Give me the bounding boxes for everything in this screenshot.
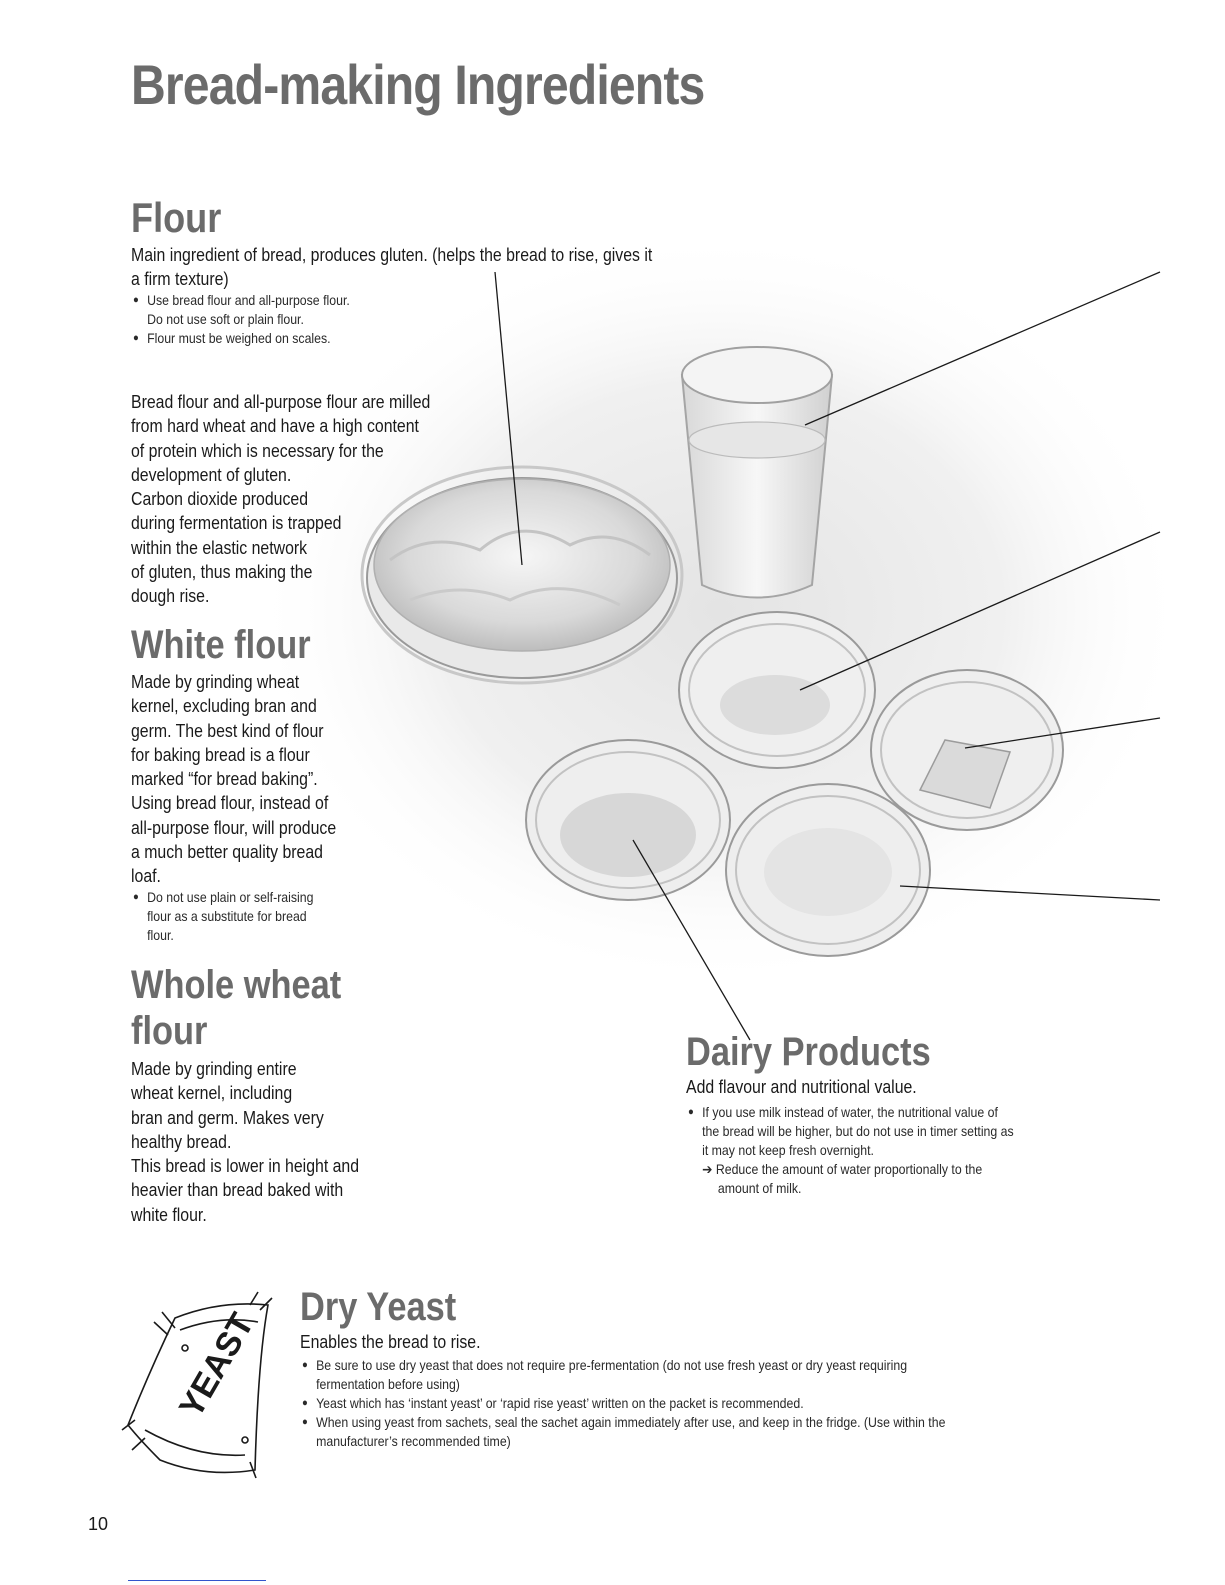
dry-yeast-bullet-line: manufacturer’s recommended time) bbox=[316, 1433, 511, 1449]
dry-yeast-bullet bbox=[302, 1413, 1076, 1451]
dry-yeast-bullet bbox=[302, 1356, 1076, 1394]
dry-yeast-bullet bbox=[302, 1394, 1076, 1413]
dairy-bullet-line: it may not keep fresh overnight. bbox=[702, 1142, 874, 1158]
flour-paragraph-line: of gluten, thus making the bbox=[131, 562, 313, 583]
yeast-packet-label: YEAST bbox=[172, 1306, 262, 1424]
whole-wheat-line: Made by grinding entire bbox=[131, 1059, 297, 1079]
flour-paragraph-line: during fermentation is trapped bbox=[131, 513, 342, 534]
dairy-heading: Dairy Products bbox=[686, 1030, 931, 1074]
white-flour-line: Made by grinding wheat bbox=[131, 672, 300, 692]
white-flour-line: germ. The best kind of flour bbox=[131, 720, 324, 741]
page-number: 10 bbox=[88, 1514, 109, 1534]
whole-wheat-heading-line: Whole wheat bbox=[131, 963, 342, 1007]
white-flour-bullet-line: ● Do not use plain or self-raising bbox=[147, 889, 314, 905]
white-flour-bullet bbox=[133, 888, 362, 945]
white-flour-bullets bbox=[133, 888, 362, 945]
white-flour-line: kernel, excluding bran and bbox=[131, 696, 317, 717]
white-flour-bullet-line: flour. bbox=[147, 927, 174, 943]
page-title: Bread-making Ingredients bbox=[131, 53, 705, 116]
flour-bullet: ● Use bread flour and all-purpose flour. Do not use soft or plain flour. bbox=[133, 291, 467, 329]
dry-yeast-bullet-line: ● Be sure to use dry yeast that does not require pre-fermentation (do not use fresh yeast or dry yeast requiring bbox=[316, 1357, 908, 1373]
white-flour-line: loaf. bbox=[131, 866, 161, 887]
flour-paragraph-line: within the elastic network bbox=[131, 537, 308, 558]
white-flour-heading: White flour bbox=[131, 623, 311, 667]
flour-lead: Main ingredient of bread, produces gluten. (helps the bread to rise, gives it a firm texture) bbox=[131, 245, 653, 289]
dairy-lead: Add flavour and nutritional value. bbox=[686, 1077, 917, 1097]
dry-yeast-heading: Dry Yeast bbox=[300, 1285, 457, 1329]
dry-yeast-lead: Enables the bread to rise. bbox=[300, 1332, 481, 1352]
white-flour-bullet-line: flour as a substitute for bread bbox=[147, 908, 307, 924]
dairy-bullets bbox=[688, 1103, 1084, 1198]
white-flour-text bbox=[131, 670, 395, 889]
dairy-bullet bbox=[688, 1103, 1084, 1198]
flour-paragraph bbox=[131, 390, 501, 609]
flour-paragraph-line: dough rise. bbox=[131, 586, 210, 607]
dairy-arrow-line: ➔ Reduce the amount of water proportionally to the bbox=[702, 1161, 983, 1177]
flour-paragraph-line: of protein which is necessary for the bbox=[131, 440, 384, 461]
whole-wheat-line: white flour. bbox=[131, 1204, 207, 1225]
sugar-bowl bbox=[679, 612, 875, 768]
footer-rule bbox=[128, 1580, 266, 1581]
whole-wheat-line: This bread is lower in height and bbox=[131, 1156, 360, 1177]
dairy-bullet-line: ● If you use milk instead of water, the nutritional value of bbox=[702, 1104, 998, 1120]
flour-paragraph-line: development of gluten. bbox=[131, 464, 292, 485]
dry-yeast-bullet-line: fermentation before using) bbox=[316, 1376, 460, 1392]
flour-bullet: ● Flour must be weighed on scales. bbox=[133, 329, 467, 348]
white-flour-line: Using bread flour, instead of bbox=[131, 793, 329, 814]
whole-wheat-line: healthy bread. bbox=[131, 1131, 232, 1152]
whole-wheat-text bbox=[131, 1057, 413, 1227]
white-flour-line: all-purpose flour, will produce bbox=[131, 817, 337, 838]
dry-yeast-bullets bbox=[302, 1356, 1076, 1451]
dry-yeast-bullet-line: ● Yeast which has ‘instant yeast’ or ‘rapid rise yeast’ written on the packet is recommended. bbox=[316, 1395, 804, 1411]
flour-paragraph-line: from hard wheat and have a high content bbox=[131, 416, 419, 437]
butter-bowl bbox=[871, 670, 1063, 830]
dairy-bullet-line: the bread will be higher, but do not use in timer setting as bbox=[702, 1123, 1014, 1139]
white-flour-line: a much better quality bread bbox=[131, 842, 323, 863]
white-flour-line: for baking bread is a flour bbox=[131, 744, 310, 765]
yeast-packet-icon bbox=[122, 1292, 272, 1478]
whole-wheat-heading bbox=[131, 962, 341, 1054]
whole-wheat-line: heavier than bread baked with bbox=[131, 1180, 344, 1201]
flour-bullets bbox=[133, 291, 467, 348]
water-glass bbox=[682, 347, 832, 598]
white-flour-line: marked “for bread baking”. bbox=[131, 769, 318, 790]
salt-bowl bbox=[726, 784, 930, 956]
flour-heading: Flour bbox=[131, 194, 222, 241]
dry-milk-bowl bbox=[526, 740, 730, 900]
whole-wheat-line: wheat kernel, including bbox=[131, 1083, 293, 1104]
flour-paragraph-line: Carbon dioxide produced bbox=[131, 489, 309, 510]
dry-yeast-bullet-line: ● When using yeast from sachets, seal the sachet again immediately after use, and keep in the fridge. (Use within the bbox=[316, 1414, 946, 1430]
flour-paragraph-line: Bread flour and all-purpose flour are milled bbox=[131, 392, 431, 412]
whole-wheat-heading-line: flour bbox=[131, 1009, 208, 1053]
dairy-arrow-line: amount of milk. bbox=[717, 1180, 802, 1196]
whole-wheat-line: bran and germ. Makes very bbox=[131, 1107, 324, 1128]
